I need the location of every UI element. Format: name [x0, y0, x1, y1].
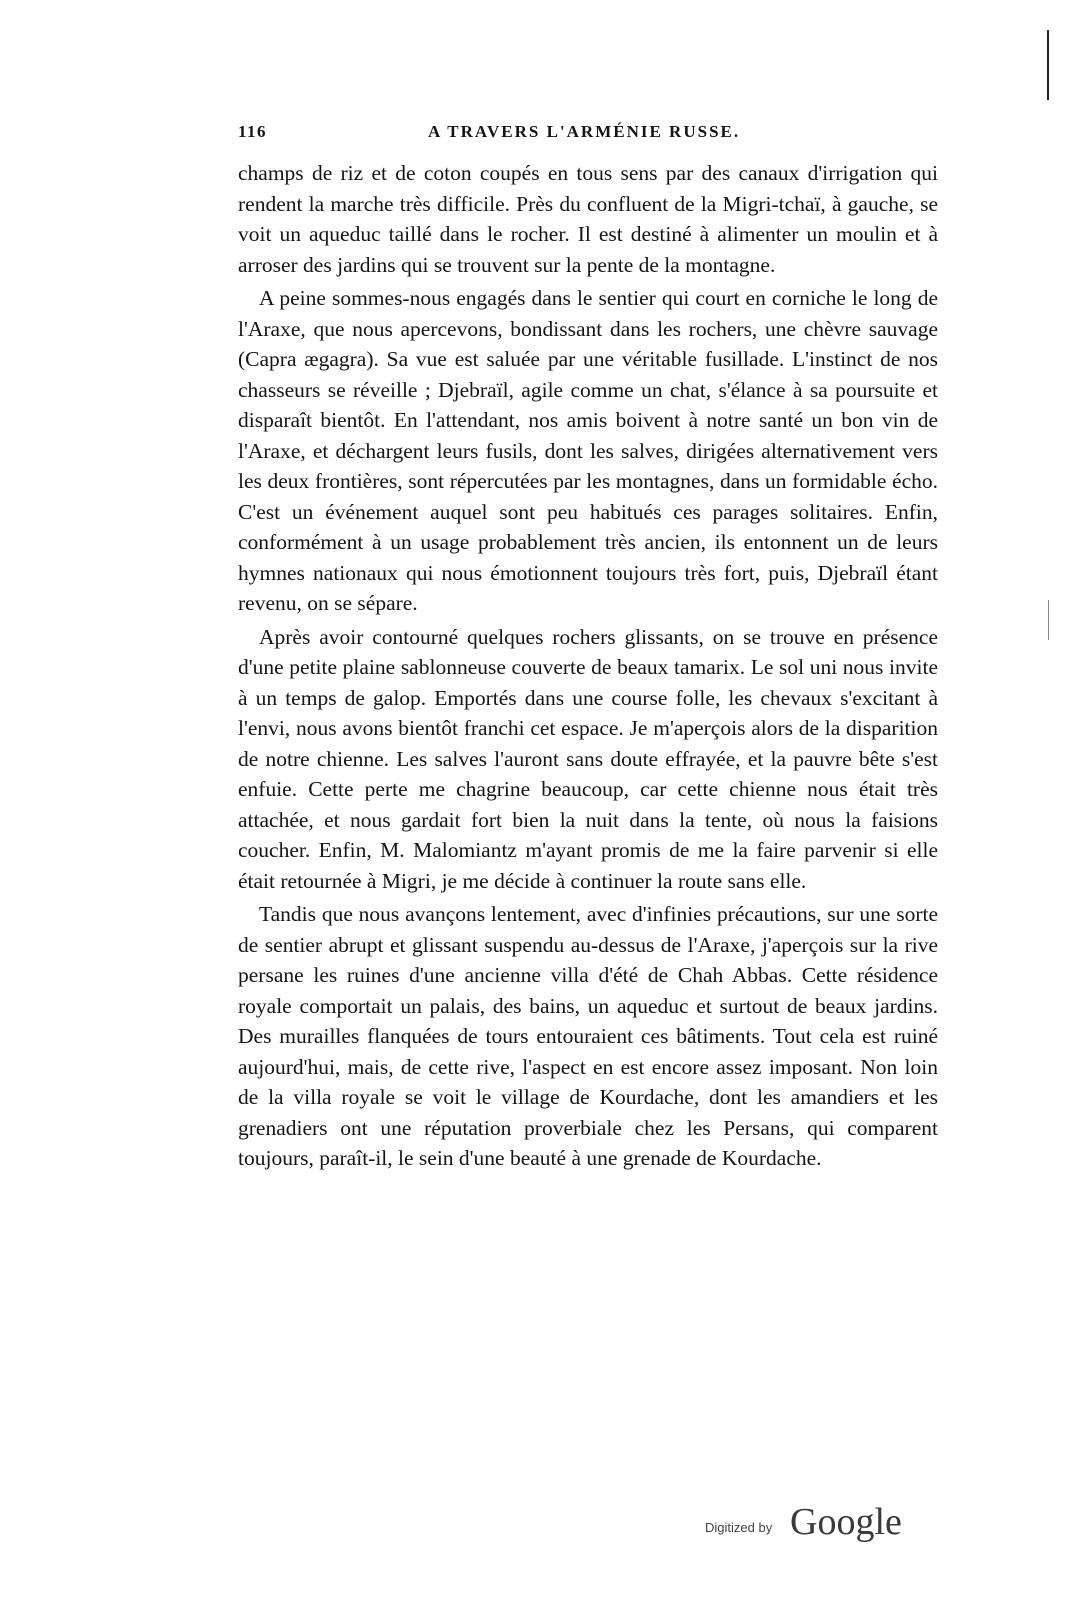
scan-edge-mark-top: [1047, 30, 1049, 100]
page-number: 116: [238, 122, 268, 141]
watermark-prefix: Digitized by: [705, 1520, 773, 1535]
running-title: A TRAVERS L'ARMÉNIE RUSSE.: [428, 122, 741, 141]
paragraph-4: Tandis que nous avançons lentement, avec d'infinies précautions, sur une sorte de sentier abrupt et glissant suspendu au-dessus de l'Araxe, j'aperçois sur la rive persane les ruines d'une ancienne villa d'été de Chah Abbas. Cette résidence royale comportait un palais, des bains, un aqueduc et surtout de beaux jardins. Des murailles flanquées de tours entouraient ces bâtiments. Tout cela est ruiné aujourd'hui, mais, de cette rive, l'aspect en est encore assez imposant. Non loin de la villa royale se voit le village de Kourdache, dont les amandiers et les grenadiers ont une réputation proverbiale chez les Persans, qui comparent toujours, paraît-il, le sein d'une beauté à une grenade de Kourdache.: [238, 902, 938, 1170]
paragraph-1: champs de riz et de coton coupés en tous sens par des canaux d'irrigation qui rendent la marche très difficile. Près du confluent de la Migri-tchaï, à gauche, se voit un aqueduc taillé dans le rocher. Il est destiné à alimenter un moulin et à arroser des jardins qui se trouvent sur la pente de la montagne.: [238, 161, 938, 277]
digitized-watermark: [705, 1500, 965, 1550]
scan-edge-mark-middle: [1048, 600, 1049, 640]
paragraph-2: A peine sommes-nous engagés dans le sentier qui court en corniche le long de l'Araxe, que nous apercevons, bondissant dans les rochers, une chèvre sauvage (Capra ægagra). Sa vue est saluée par une véritable fusillade. L'instinct de nos chasseurs se réveille ; Djebraïl, agile comme un chat, s'élance à sa poursuite et disparaît bientôt. En l'attendant, nos amis boivent à notre santé un bon vin de l'Araxe, et déchargent leurs fusils, dont les salves, dirigées alternativement vers les deux frontières, sont répercutées par les montagnes, dans un formidable écho. C'est un événement auquel sont peu habitués ces parages solitaires. Enfin, conformément à un usage probablement très ancien, ils entonnent un de leurs hymnes nationaux qui nous émotionnent toujours très fort, puis, Djebraïl étant revenu, on se sépare.: [238, 286, 938, 615]
page-header: [238, 122, 938, 152]
paragraph-3: Après avoir contourné quelques rochers glissants, on se trouve en présence d'une petite plaine sablonneuse couverte de beaux tamarix. Le sol uni nous invite à un temps de galop. Emportés dans une course folle, les chevaux s'excitant à l'envi, nous avons bientôt franchi cet espace. Je m'aperçois alors de la disparition de notre chienne. Les salves l'auront sans doute effrayée, et la pauvre bête s'est enfuie. Cette perte me chagrine beaucoup, car cette chienne nous était très attachée, et nous gardait fort bien la nuit dans la tente, où nous la faisions coucher. Enfin, M. Malomiantz m'ayant promis de me la faire parvenir si elle était retournée à Migri, je me décide à continuer la route sans elle.: [238, 624, 938, 893]
google-logo: Google: [790, 1501, 902, 1543]
body-text: [238, 158, 938, 1177]
